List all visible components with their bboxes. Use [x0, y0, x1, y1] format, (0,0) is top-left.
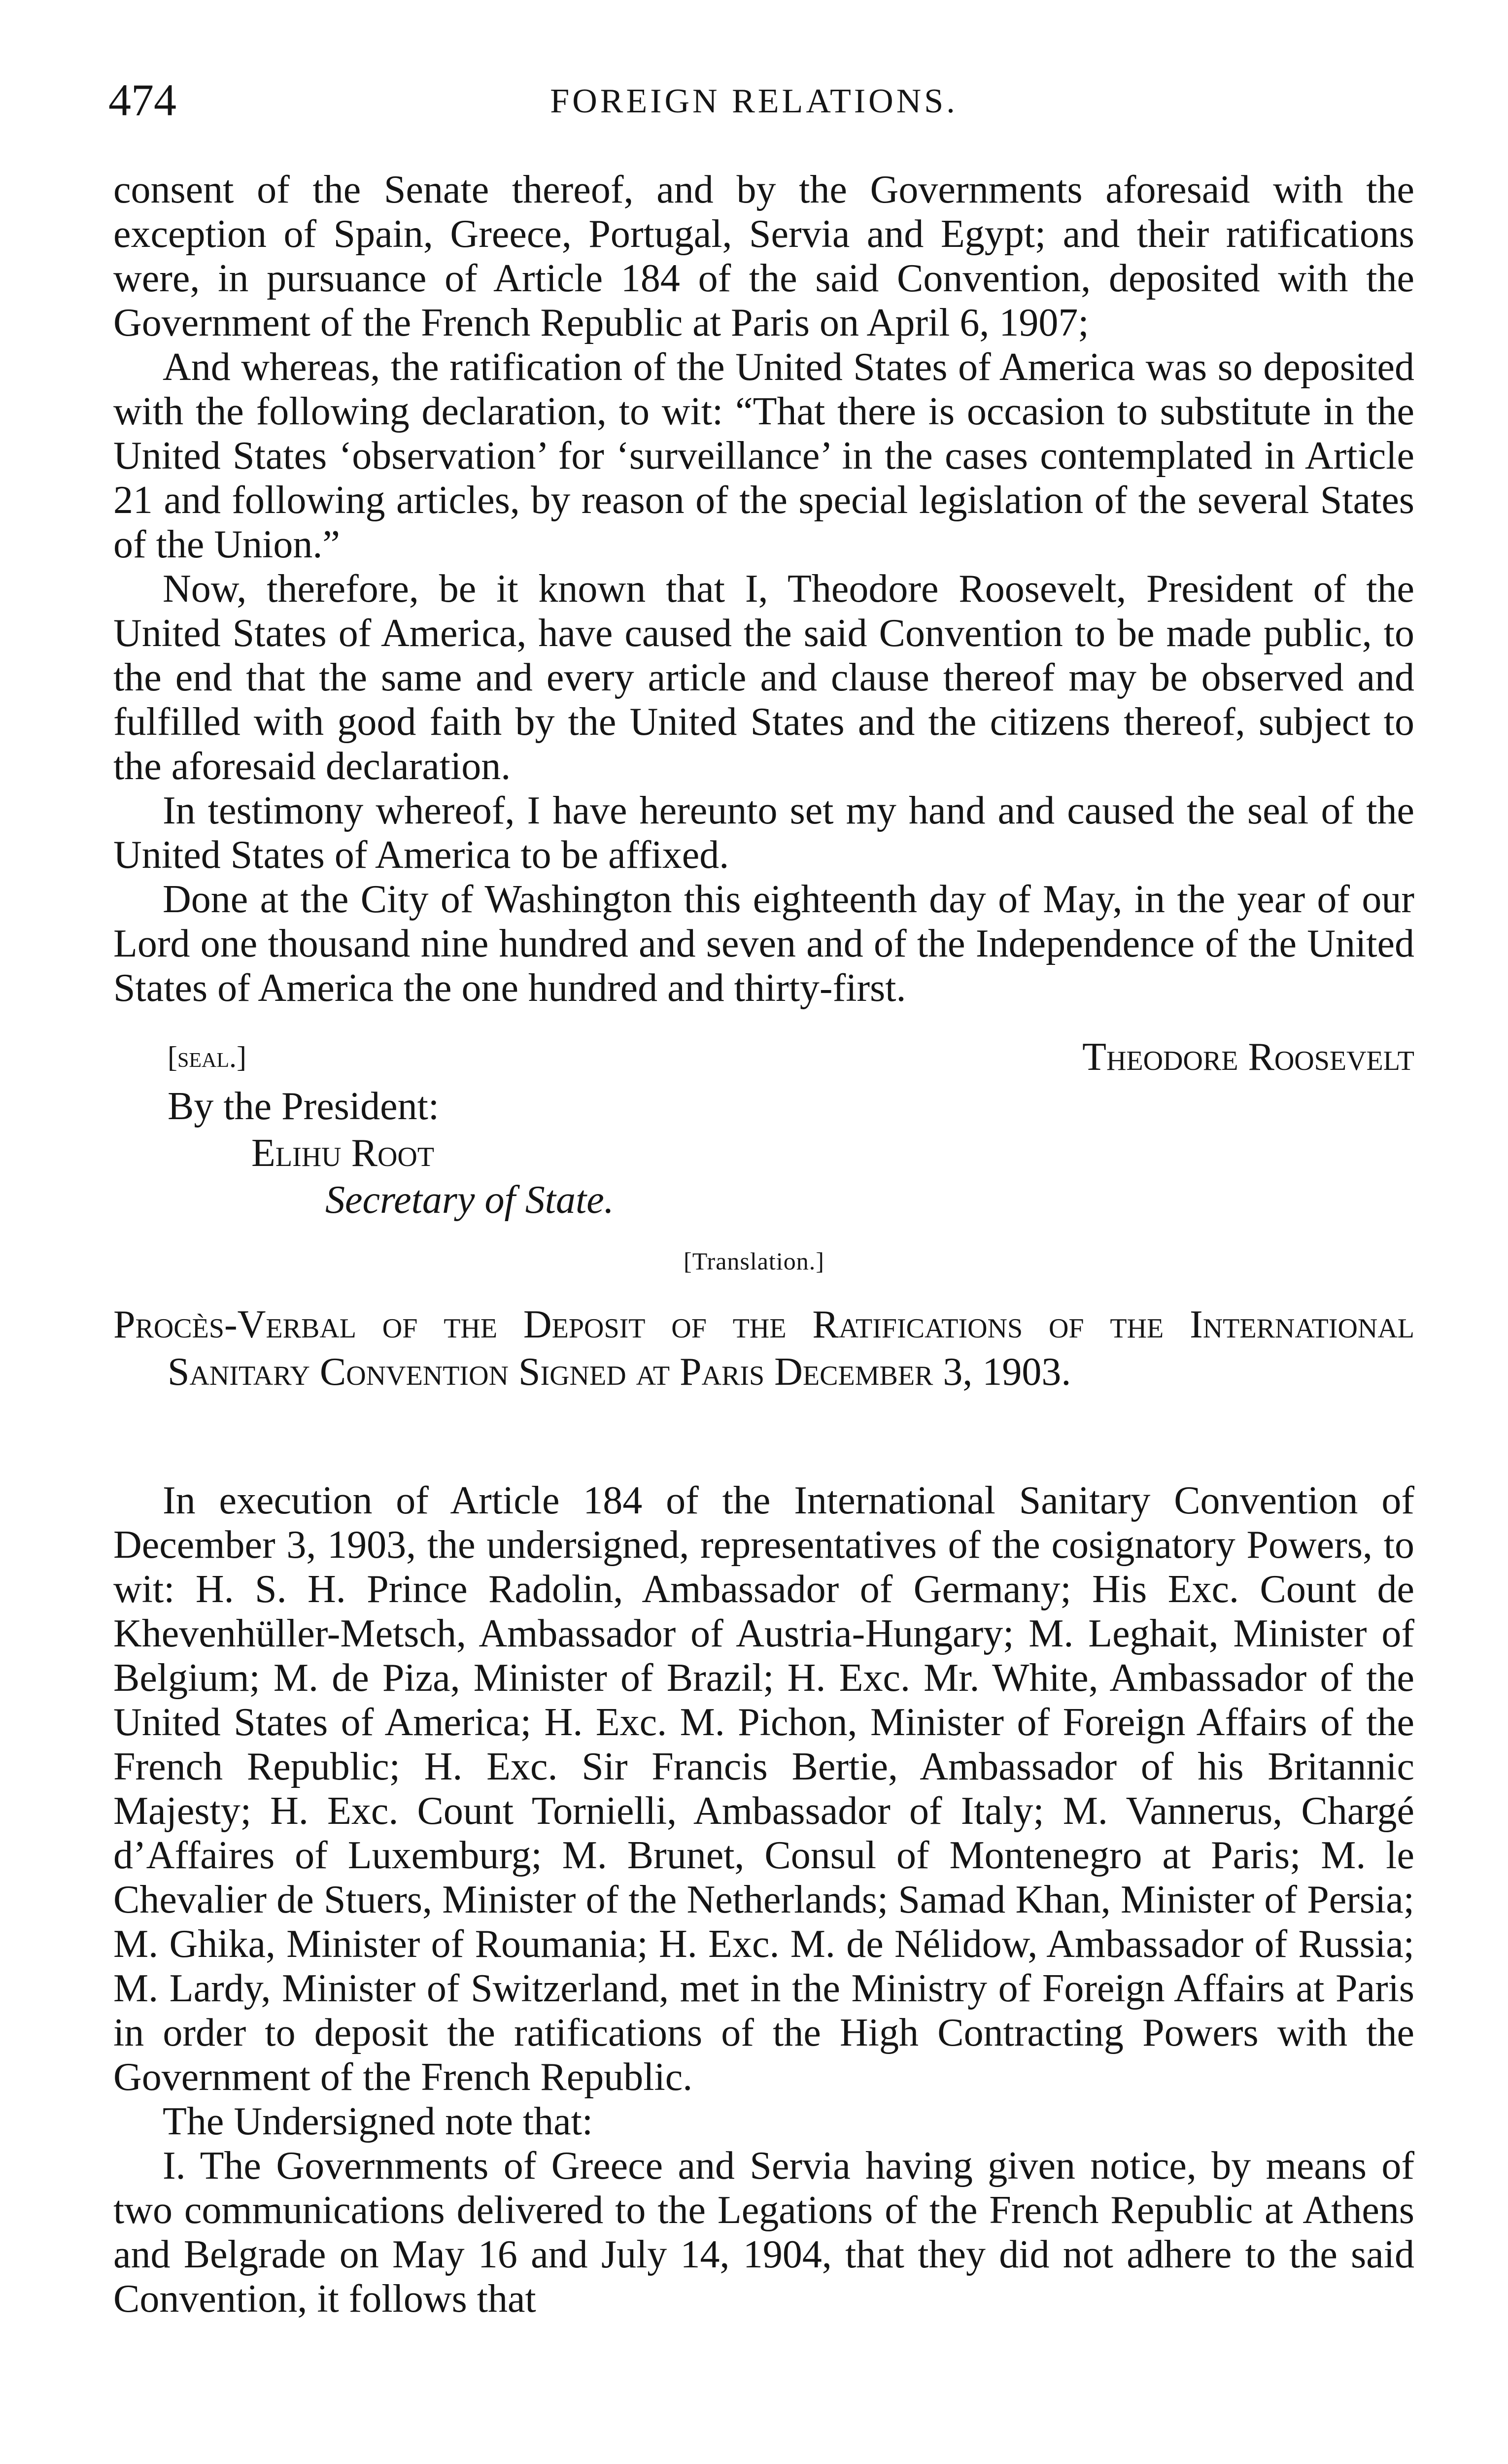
president-signature: Theodore Roosevelt	[1082, 1035, 1414, 1079]
page-number: 474	[108, 75, 176, 125]
by-the-president: By the President:	[168, 1085, 440, 1128]
proclamation-text	[113, 168, 1414, 1010]
secretary-name: Elihu Root	[251, 1131, 435, 1175]
secretary-title: Secretary of State.	[325, 1178, 614, 1222]
paragraph-testimony: In testimony whereof, I have hereunto set my hand and caused the seal of the United States of America to be affixed.	[113, 789, 1414, 877]
translation-note: [Translation.]	[684, 1247, 824, 1275]
running-head: FOREIGN RELATIONS.	[550, 82, 958, 120]
signature-row	[113, 1032, 1414, 1082]
paragraph-consent: consent of the Senate thereof, and by the Governments aforesaid with the exception of Spain, Greece, Portugal, Servia and Egypt; and their ratifications were, in pursuance of Article 184 of the said Convention, deposited with the Government of the French Republic at Paris on April 6, 1907;	[113, 168, 1414, 344]
seal-mark: [seal.]	[168, 1041, 246, 1073]
paragraph-done-at: Done at the City of Washington this eighteenth day of May, in the year of our Lord one thousand nine hundred and seven and of the Independence of the United States of America the one hundred and thirty-first.	[113, 878, 1414, 1010]
paragraph-declaration: And whereas, the ratification of the United States of America was so deposited with the following declaration, to wit: “That there is occasion to substitute in the United States ‘observation’ for ‘surveillance’ in the cases contemplated in Article 21 and following articles, by reason of the special legislation of the several States of the Union.”	[113, 345, 1414, 566]
proces-verbal-title: Procès-Verbal of the Deposit of the Ratifications of the International Sanitary Convention Signed at Paris December 3, 1903.	[113, 1303, 1414, 1394]
page-header	[108, 74, 1400, 133]
proces-verbal-text	[113, 1478, 1414, 2321]
paragraph-item-one: I. The Governments of Greece and Servia having given notice, by means of two communications delivered to the Legations of the French Republic at Athens and Belgrade on May 16 and July 14, 1904, that they did not adhere to the said Convention, it follows that	[113, 2144, 1414, 2321]
paragraph-execution: In execution of Article 184 of the International Sanitary Convention of December 3, 1903, the undersigned, representatives of the cosignatory Powers, to wit: H. S. H. Prince Radolin, Ambassador of Germany; His Exc. Count de Khevenhüller-Metsch, Ambassador of Austria-Hungary; M. Leghait, Minister of Belgium; M. de Piza, Minister of Brazil; H. Exc. Mr. White, Ambassador of the United States of America; H. Exc. M. Pichon, Minister of Foreign Affairs of the French Republic; H. Exc. Sir Francis Bertie, Ambassador of his Britannic Majesty; H. Exc. Count Tornielli, Ambassador of Italy; M. Vannerus, Chargé d’Affaires of Luxemburg; M. Brunet, Consul of Montenegro at Paris; M. le Chevalier de Stuers, Minister of the Netherlands; Samad Khan, Minister of Persia; M. Ghika, Minister of Roumania; H. Exc. M. de Nélidow, Ambassador of Russia; M. Lardy, Minister of Switzerland, met in the Ministry of Foreign Affairs at Paris in order to deposit the ratifications of the High Contracting Powers with the Government of the French Republic.	[113, 1479, 1414, 2099]
paragraph-undersigned-note: The Undersigned note that:	[163, 2100, 593, 2143]
paragraph-proclamation: Now, therefore, be it known that I, Theodore Roosevelt, President of the United States of America, have caused the said Convention to be made public, to the end that the same and every article and clause thereof may be observed and fulfilled with good faith by the United States and the citizens thereof, subject to the aforesaid declaration.	[113, 567, 1414, 788]
